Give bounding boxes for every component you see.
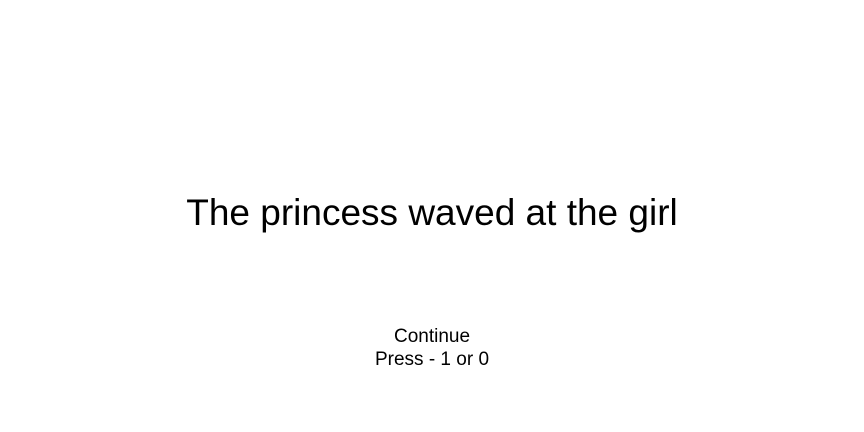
- continue-label: Continue: [393, 326, 471, 347]
- key-instruction: Press - 1 or 0: [374, 349, 490, 370]
- stimulus-sentence: The princess waved at the girl: [186, 192, 678, 233]
- continue-prompt: [0, 325, 864, 371]
